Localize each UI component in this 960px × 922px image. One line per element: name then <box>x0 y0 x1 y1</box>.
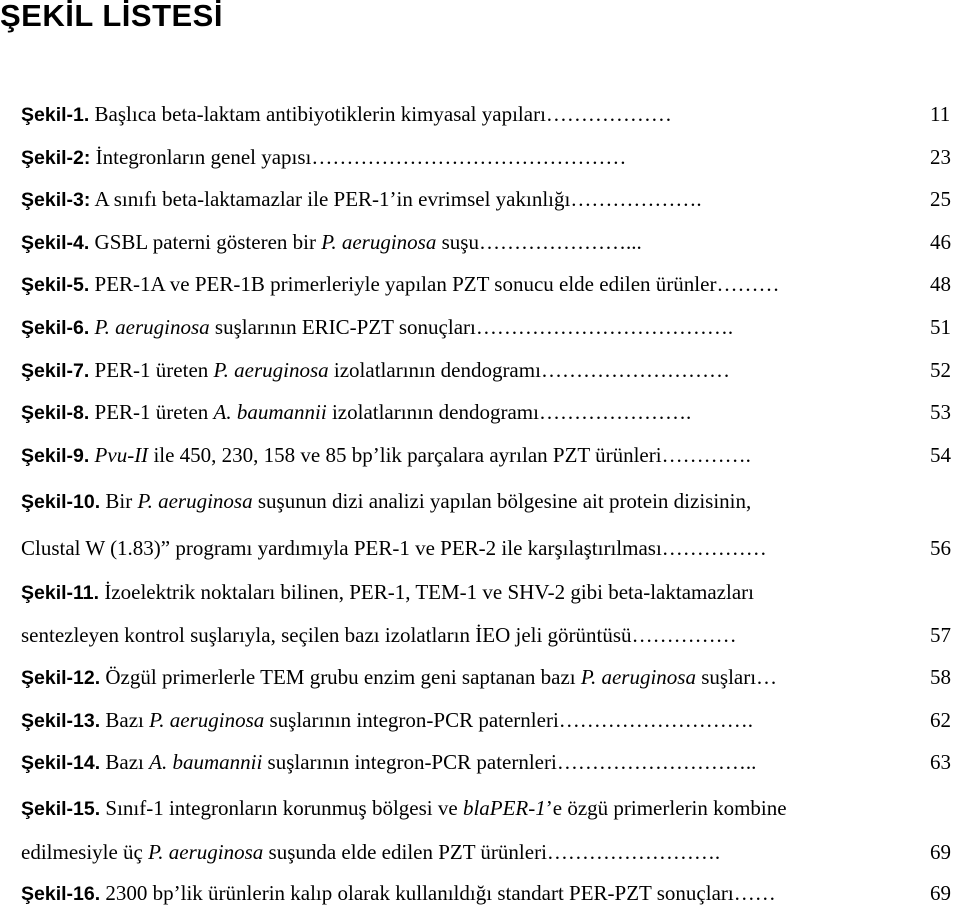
figure-caption-text: Başlıca beta-laktam antibiyotiklerin kimyasal yapıları <box>89 102 546 126</box>
figure-entry <box>21 577 921 607</box>
dot-leader: …………… <box>661 536 767 560</box>
dot-leader: ………………. <box>570 187 702 211</box>
figure-caption-italic: P. aeruginosa <box>580 665 696 689</box>
figure-caption-text: sentezleyen kontrol suşlarıyla, seçilen bazı izolatların İEO jeli görüntüsü <box>21 623 632 647</box>
figure-label: Şekil-13. <box>21 710 101 732</box>
figure-caption-italic: P. aeruginosa <box>213 358 329 382</box>
figure-caption-text: PER-1 üreten <box>89 358 214 382</box>
page-number: 54 <box>930 443 951 467</box>
figure-caption-italic: P. aeruginosa <box>148 840 264 864</box>
page-number: 51 <box>930 315 951 339</box>
figure-caption-text: suşlarının integron-PCR paternleri <box>264 708 559 732</box>
figure-caption-text: PER-1 üreten <box>89 400 214 424</box>
figure-entry <box>21 355 921 385</box>
figure-entry <box>21 878 921 908</box>
figure-entry <box>21 533 921 563</box>
figure-caption-text: Bazı <box>100 750 150 774</box>
page-number: 52 <box>930 358 951 382</box>
page-number: 48 <box>930 272 951 296</box>
figure-caption-text: izolatlarının dendogramı <box>326 400 539 424</box>
figure-entry <box>21 662 921 692</box>
figure-caption-italic: P. aeruginosa <box>137 489 253 513</box>
page-number: 58 <box>930 665 951 689</box>
page-number <box>930 577 960 607</box>
figure-caption-italic: P. aeruginosa <box>94 315 210 339</box>
page-number: 63 <box>930 750 951 774</box>
figure-caption-text: suşunun dizi analizi yapılan bölgesine ait protein dizisinin, <box>252 489 752 513</box>
figure-entry <box>21 184 921 214</box>
figure-caption-italic: P. aeruginosa <box>321 230 437 254</box>
page-number: 53 <box>930 400 951 424</box>
figure-caption-text: Bir <box>100 489 138 513</box>
figure-label: Şekil-4. <box>21 232 90 254</box>
figure-caption-text: edilmesiyle üç <box>21 840 149 864</box>
figure-caption-text: A sınıfı beta-laktamazlar ile PER-1’in evrimsel yakınlığı <box>90 187 571 211</box>
figure-label: Şekil-7. <box>21 360 90 382</box>
figure-label: Şekil-1. <box>21 104 90 126</box>
figure-caption-text: izolatlarının dendogramı <box>328 358 541 382</box>
figure-caption-italic: P. aeruginosa <box>149 708 265 732</box>
figure-caption-text: suşunda elde edilen PZT ürünleri <box>263 840 547 864</box>
figure-entry <box>21 227 921 257</box>
figure-entry <box>21 397 921 427</box>
figure-entry <box>21 312 921 342</box>
figure-caption-text: suşu <box>436 230 479 254</box>
figure-entry <box>21 620 921 650</box>
figure-label: Şekil-5. <box>21 274 90 296</box>
page-number: 23 <box>930 145 951 169</box>
page-number: 25 <box>930 187 951 211</box>
figure-entry <box>21 793 921 823</box>
dot-leader: ………………………. <box>558 708 754 732</box>
figure-caption-text: suşlarının ERIC-PZT sonuçları <box>209 315 476 339</box>
dot-leader: ……… <box>716 272 780 296</box>
page-number: 46 <box>930 230 951 254</box>
page-title: ŞEKİL LİSTESİ <box>0 0 223 33</box>
figure-label: Şekil-16. <box>21 883 101 905</box>
figure-label: Şekil-15. <box>21 798 101 820</box>
figure-caption-italic: A. baumannii <box>213 400 327 424</box>
figure-caption-text: ’e özgü primerlerin kombine <box>545 796 787 820</box>
dot-leader: …………… <box>631 623 737 647</box>
figure-entry <box>21 99 921 129</box>
page-number: 11 <box>930 102 951 126</box>
figure-entry <box>21 705 921 735</box>
dot-leader: ……………………. <box>546 840 721 864</box>
figure-caption-text: Sınıf-1 integronların korunmuş bölgesi ve <box>100 796 463 820</box>
dot-leader: …………………... <box>478 230 642 254</box>
figure-caption-text: suşları <box>695 665 757 689</box>
dot-leader: …… <box>733 881 776 905</box>
dot-leader: ………………………………. <box>475 315 734 339</box>
figure-label: Şekil-2: <box>21 147 91 169</box>
page-number: 57 <box>930 623 951 647</box>
figure-label: Şekil-10. <box>21 491 101 513</box>
figure-caption-text: İntegronların genel yapısı <box>90 145 312 169</box>
figure-caption-text: Özgül primerlerle TEM grubu enzim geni saptanan bazı <box>100 665 581 689</box>
figure-entry <box>21 269 921 299</box>
dot-leader: … <box>756 665 778 689</box>
figure-entry <box>21 142 921 172</box>
figure-caption-text: ile 450, 230, 158 ve 85 bp’lik parçalara ayrılan PZT ürünleri <box>148 443 662 467</box>
figure-label: Şekil-9. <box>21 445 90 467</box>
figure-label: Şekil-6. <box>21 317 90 339</box>
dot-leader: ……………… <box>545 102 672 126</box>
figure-caption-text: Bazı <box>100 708 150 732</box>
figure-entry <box>21 747 921 777</box>
page-number: 56 <box>930 536 951 560</box>
figure-caption-text: PER-1A ve PER-1B primerleriyle yapılan PZT sonucu elde edilen ürünler <box>89 272 717 296</box>
figure-caption-text: 2300 bp’lik ürünlerin kalıp olarak kullanıldığı standart PER-PZT sonuçları <box>100 881 734 905</box>
figure-label: Şekil-8. <box>21 402 90 424</box>
figure-label: Şekil-3: <box>21 189 91 211</box>
figure-caption-text: suşlarının integron-PCR paternleri <box>262 750 557 774</box>
figure-caption-text: İzoelektrik noktaları bilinen, PER-1, TEM-1 ve SHV-2 gibi beta-laktamazları <box>99 580 754 604</box>
page-number <box>930 793 960 823</box>
page-number: 62 <box>930 708 951 732</box>
figure-caption-italic: blaPER-1 <box>462 796 546 820</box>
figure-label: Şekil-12. <box>21 667 101 689</box>
figure-label: Şekil-14. <box>21 752 101 774</box>
dot-leader: …………. <box>661 443 751 467</box>
dot-leader: …………………. <box>538 400 692 424</box>
dot-leader: ……………………… <box>540 358 730 382</box>
figure-caption-italic: A. baumannii <box>149 750 263 774</box>
page-number: 69 <box>930 840 951 864</box>
dot-leader: ……………………………………… <box>311 145 627 169</box>
dot-leader: ……………………….. <box>556 750 757 774</box>
page-number: 69 <box>930 881 951 905</box>
figure-label: Şekil-11. <box>21 582 100 604</box>
figure-entry <box>21 486 921 516</box>
figure-caption-text: Clustal W (1.83)” programı yardımıyla PER-1 ve PER-2 ile karşılaştırılması <box>21 536 662 560</box>
page-number <box>930 486 960 516</box>
figure-entry <box>21 440 921 470</box>
figure-entry <box>21 837 921 867</box>
figure-caption-italic: Pvu-II <box>94 443 149 467</box>
figure-caption-text: GSBL paterni gösteren bir <box>89 230 322 254</box>
